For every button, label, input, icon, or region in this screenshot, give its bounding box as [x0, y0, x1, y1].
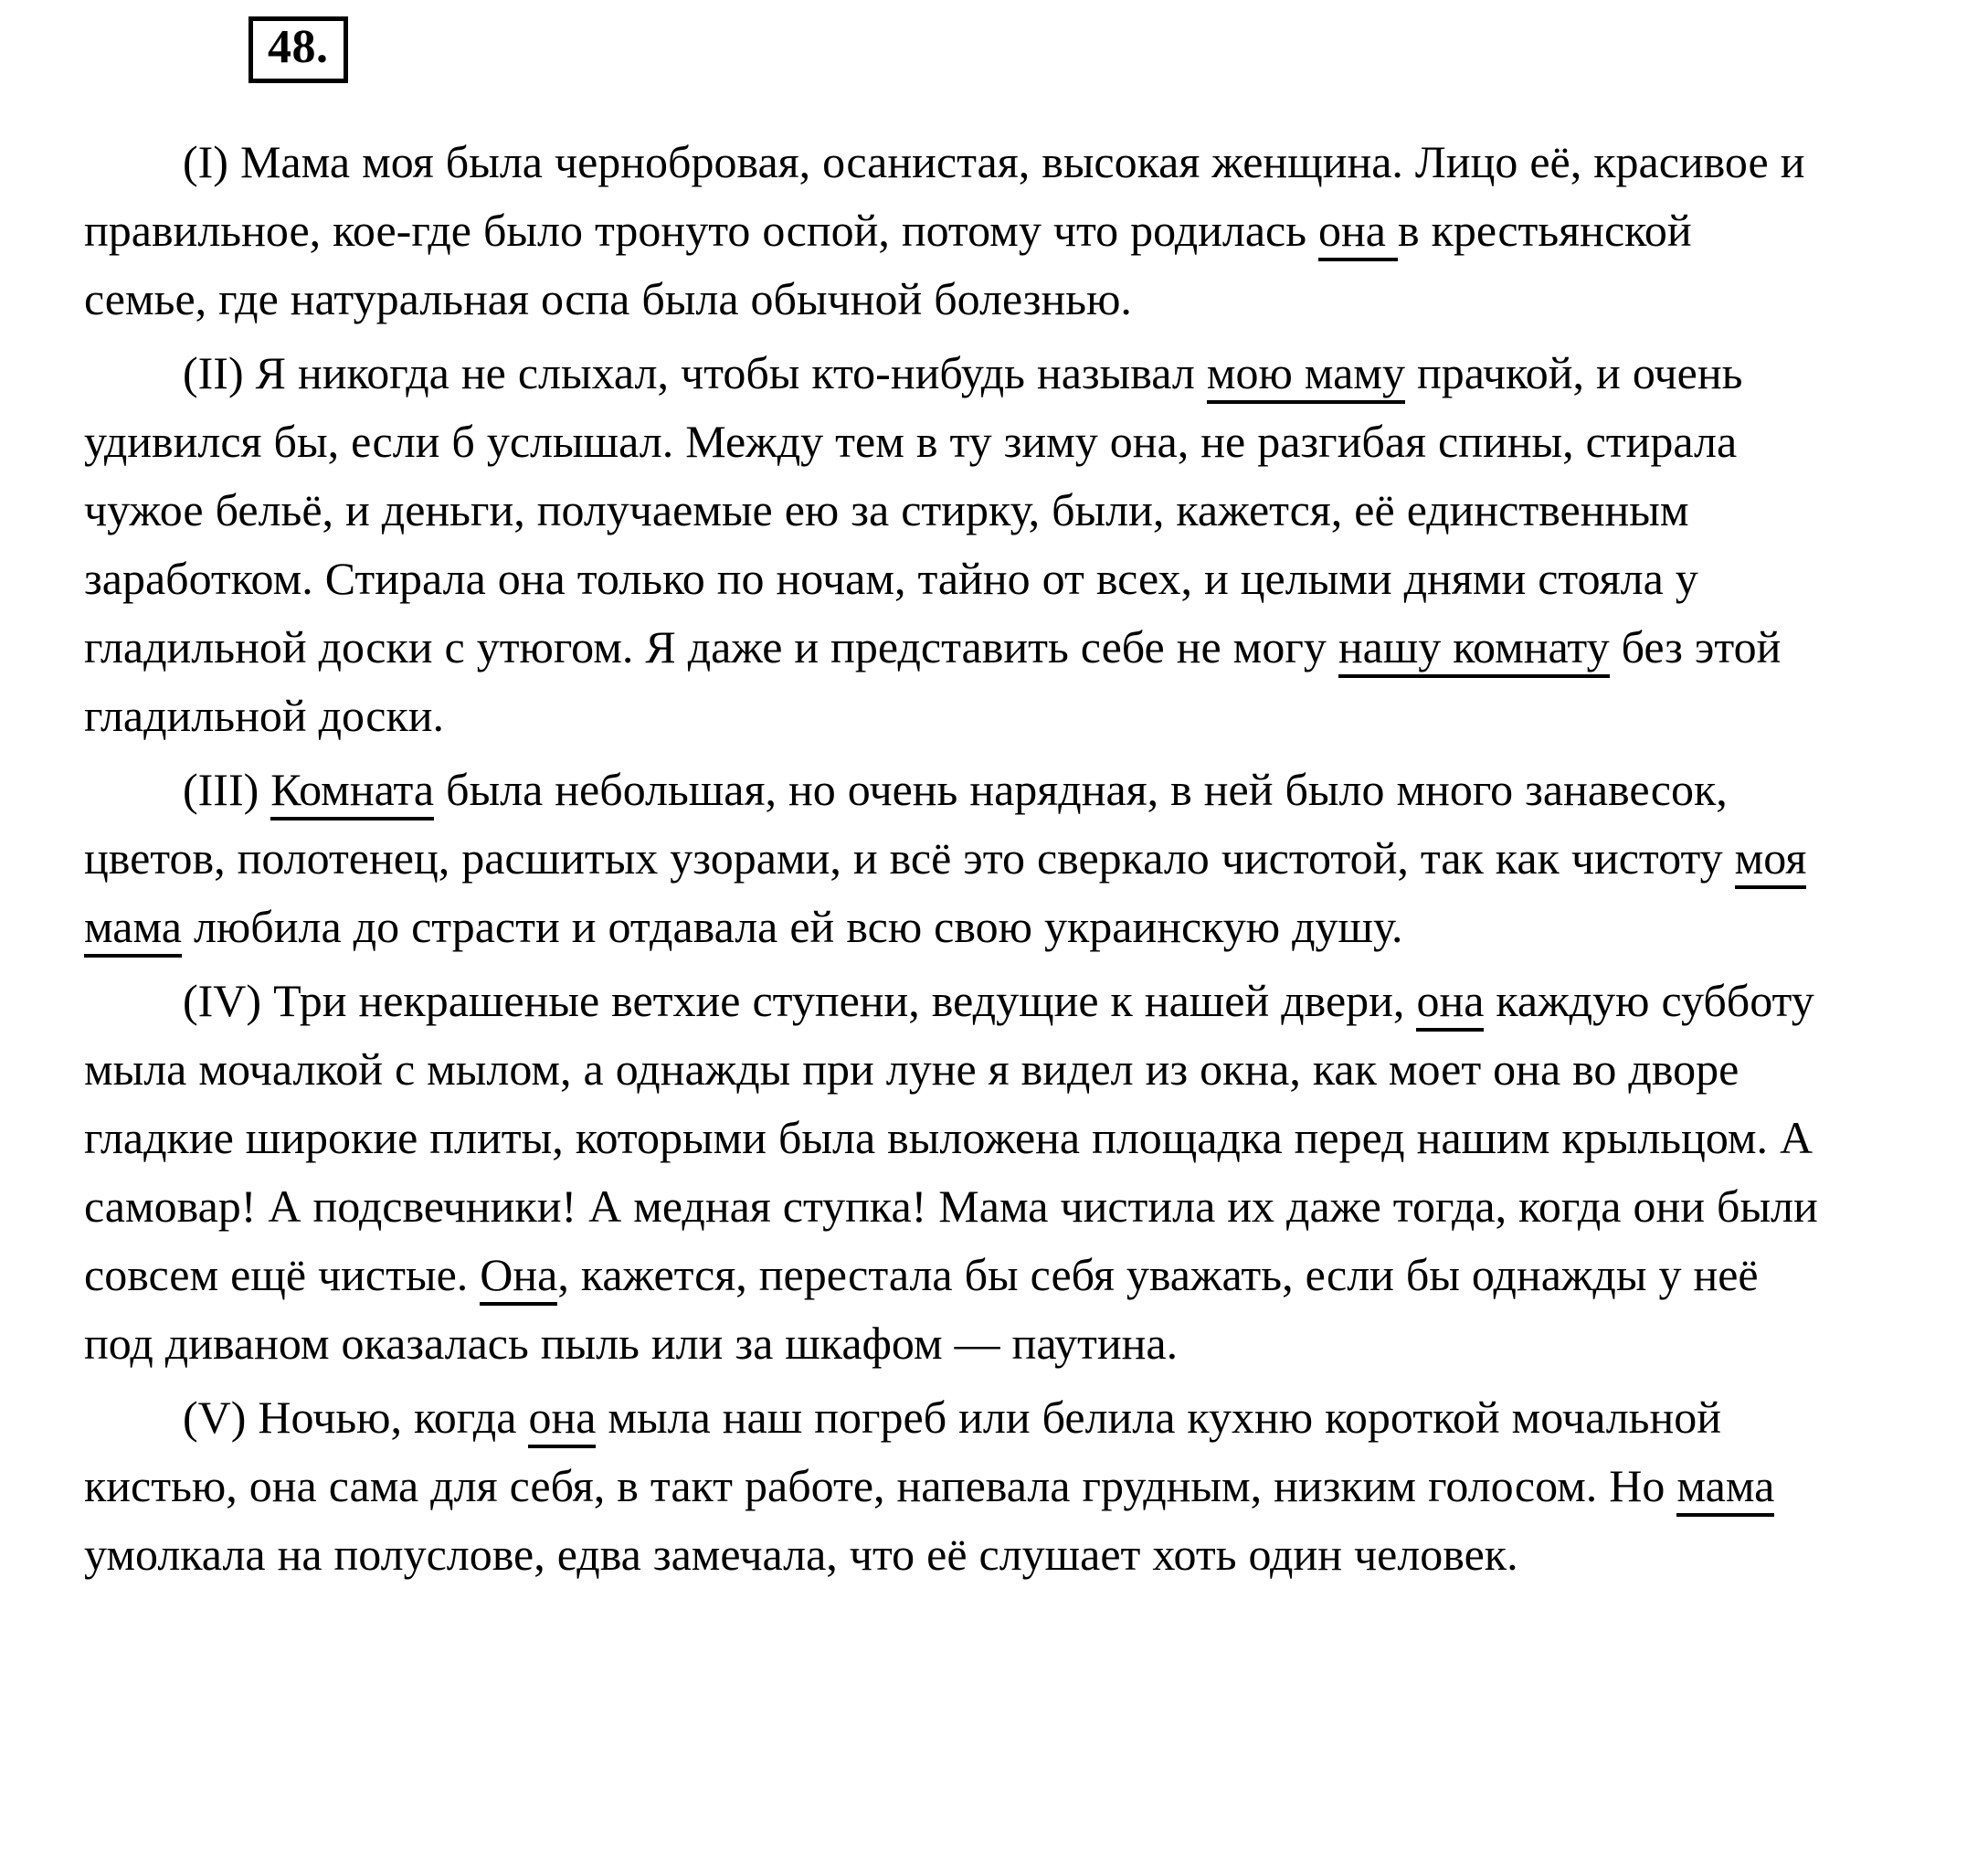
underlined-phrase: Она [480, 1249, 557, 1306]
underlined-phrase: мою маму [1207, 347, 1405, 404]
text-run: прачкой, и очень удивился бы, если б услышал. Между тем в ту зиму она, не разгибая спины, стирала чужое бельё, и деньги, получаемые ею за стирку, были, кажется, её единственным заработком. Стирала она только по ночам, тайно от всех, и целыми днями стояла у гладильной доски с утюгом. Я даже и представить себе не могу [84, 347, 1743, 672]
text-run: Ночью, когда [246, 1392, 529, 1443]
underlined-phrase: мама [1676, 1460, 1774, 1517]
underlined-phrase: она [1318, 205, 1398, 261]
text-run: любила до страсти и отдавала ей всю свою украинскую душу. [181, 901, 1403, 952]
paragraph-marker: (I) [183, 136, 228, 187]
text-run: Мама моя была чернобровая, осанистая, высокая женщина. Лицо её, красивое и правильное, кое-где было тронуто оспой, потому что родилась [84, 136, 1805, 256]
underlined-phrase: она [1416, 975, 1484, 1032]
paragraph [84, 967, 1820, 1378]
text-run: Три некрашеные ветхие ступени, ведущие к нашей двери, [261, 975, 1417, 1026]
exercise-number: 48. [248, 16, 348, 83]
text-run: мыла наш погреб или белила кухню короткой мочальной кистью, она сама для себя, в такт работе, напевала грудным, низким голосом. Но [84, 1392, 1721, 1511]
text-run: умолкала на полуслове, едва замечала, что её слушает хоть один человек. [84, 1529, 1518, 1580]
text-run: без этой гладильной доски. [84, 621, 1782, 741]
text-run: каждую субботу мыла мочалкой с мылом, а однажды при луне я видел из окна, как моет она во дворе гладкие широкие плиты, которыми была выложена площадка перед нашим крыльцом. А самовар! А подсвечники! А медная ступка! Мама чистила их даже тогда, когда они были совсем ещё чистые. [84, 975, 1818, 1300]
paragraph [84, 339, 1820, 750]
paragraph-marker: (IV) [183, 975, 262, 1026]
exercise-text-body [84, 128, 1820, 1594]
underlined-phrase: она [528, 1392, 596, 1448]
text-run: была небольшая, но очень нарядная, в ней было много занавесок, цветов, полотенец, расшитых узорами, и всё это сверкало чистотой, так как чистоту [84, 764, 1735, 884]
paragraph [84, 756, 1820, 961]
text-run: в крестьянской семье, где натуральная оспа была обычной болезнью. [84, 205, 1692, 324]
paragraph-marker: (III) [183, 764, 259, 815]
underlined-phrase: Комната [270, 764, 434, 821]
text-run: Я никогда не слыхал, чтобы кто-нибудь называл [243, 347, 1207, 398]
underlined-phrase: моя мама [84, 832, 1806, 958]
paragraph-marker: (II) [183, 347, 244, 398]
paragraph [84, 128, 1820, 334]
exercise-number-box [248, 16, 348, 83]
paragraph-marker: (V) [183, 1392, 247, 1443]
paragraph [84, 1383, 1820, 1589]
text-run: , кажется, перестала бы себя уважать, если бы однажды у неё под диваном оказалась пыль или за шкафом — паутина. [84, 1249, 1759, 1369]
underlined-phrase: нашу комнату [1338, 621, 1610, 678]
text-run [259, 764, 270, 815]
